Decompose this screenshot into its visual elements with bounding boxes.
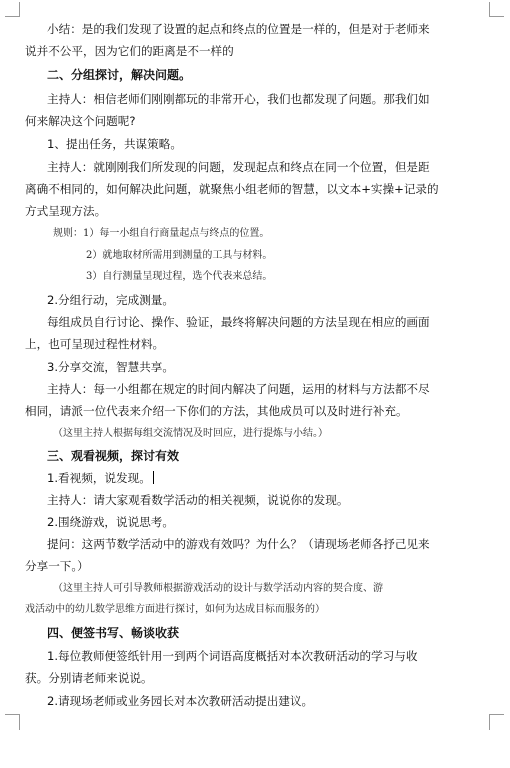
rule-line: 规则：1）每一小组自行商量起点与终点的位置。 (53, 228, 270, 239)
list-item: 1、提出任务，共谋策略。 (47, 137, 182, 151)
paragraph-line: 离确不相同的，如何解决此问题，就聚焦小组老师的智慧，以文本+实操+记录的 (25, 182, 439, 196)
crop-mark-bottom-left (19, 714, 20, 730)
crop-mark-bottom-right (489, 714, 504, 715)
paragraph-line: 获。分别请老师来说说。 (25, 671, 153, 685)
rule-line: 2）就地取材所需用到测量的工具与材料。 (86, 250, 273, 261)
paragraph-line: 何来解决这个问题呢? (25, 114, 136, 128)
list-item (47, 471, 487, 485)
paragraph-line: 主持人：相信老师们刚刚都玩的非常开心，我们也都发现了问题。那我们如 (47, 92, 430, 106)
paragraph-line: 说并不公平，因为它们的距离是不一样的 (25, 44, 234, 58)
section-heading: 三、观看视频，探讨有效 (47, 449, 180, 463)
note-line: （这里主持人根据每组交流情况及时回应，进行提炼与小结。） (53, 428, 328, 439)
list-item: 2.围绕游戏，说说思考。 (47, 515, 174, 529)
crop-mark-top-left (19, 2, 20, 16)
crop-mark-bottom-right (489, 714, 490, 730)
crop-mark-top-right (489, 2, 490, 16)
list-item-text: 1.看视频，说发现。 (47, 471, 151, 485)
paragraph-line: 小结：是的我们发现了设置的起点和终点的位置是一样的，但是对于老师来 (47, 22, 430, 36)
list-item: 2.请现场老师或业务园长对本次教研活动提出建议。 (47, 694, 314, 708)
paragraph-line: 上，也可呈现过程性材料。 (25, 337, 165, 351)
note-line: （这里主持人可引导教师根据游戏活动的设计与数学活动内容的契合度、游 (53, 583, 383, 594)
text-cursor (153, 471, 154, 484)
section-heading: 二、分组探讨，解决问题。 (47, 68, 192, 82)
section-heading: 四、便签书写、畅谈收获 (47, 626, 180, 640)
paragraph-line: 方式呈现方法。 (25, 204, 107, 218)
note-line: 戏活动中的幼儿数学思维方面进行探讨，如何为达成目标而服务的） (25, 604, 325, 615)
list-item: 3.分享交流，智慧共享。 (47, 360, 174, 374)
crop-mark-bottom-left (5, 714, 20, 715)
paragraph-line: 主持人：请大家观看数学活动的相关视频，说说你的发现。 (47, 493, 349, 507)
paragraph-line: 相同，请派一位代表来介绍一下你们的方法，其他成员可以及时进行补充。 (25, 404, 408, 418)
paragraph-line: 每组成员自行讨论、操作、验证，最终将解决问题的方法呈现在相应的画面 (47, 315, 430, 329)
paragraph-line: 分享一下。） (25, 559, 89, 573)
rule-line: 3）自行测量呈现过程，选个代表来总结。 (86, 271, 273, 282)
crop-mark-top-right (489, 16, 504, 17)
paragraph-line: 主持人：就刚刚我们所发现的问题，发现起点和终点在同一个位置，但是距 (47, 160, 430, 174)
list-item: 2.分组行动，完成测量。 (47, 293, 174, 307)
crop-mark-top-left (5, 16, 20, 17)
paragraph-line: 主持人：每一小组都在规定的时间内解决了问题，运用的材料与方法都不尽 (47, 382, 430, 396)
paragraph-line: 提问：这两节数学活动中的游戏有效吗？为什么？（请现场老师各抒己见来 (47, 537, 430, 551)
list-item: 1.每位教师便签纸针用一到两个词语高度概括对本次教研活动的学习与收 (47, 649, 418, 663)
